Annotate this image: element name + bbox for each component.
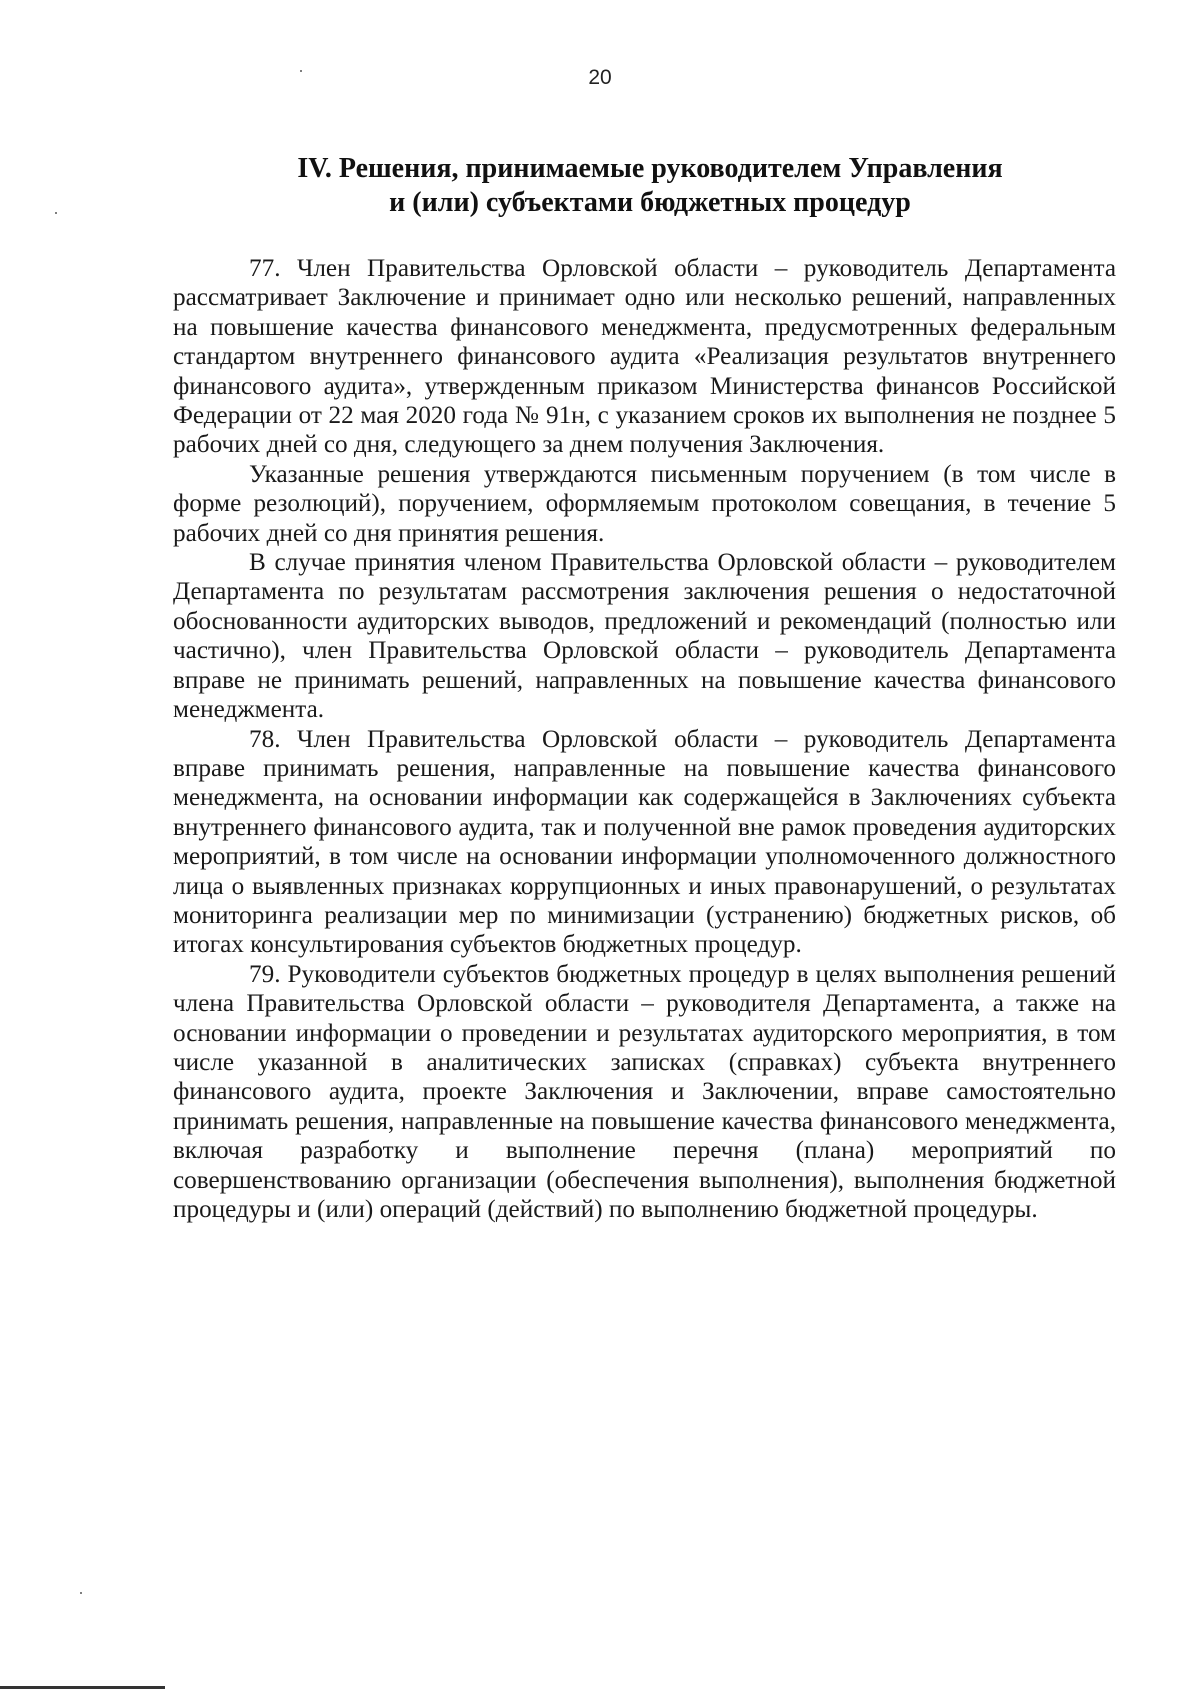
document-body <box>173 254 1116 1224</box>
paragraph-79: 79. Руководители субъектов бюджетных процедур в целях выполнения решений члена Правительства Орловской области – руководителя Департамента, а также на основании информации о проведении и результатах аудиторского мероприятия, в том числе указанной в аналитических записках (справках) субъекта внутреннего финансового аудита, проекте Заключения и Заключении, вправе самостоятельно принимать решения, направленные на повышение качества финансового менеджмента, включая разработку и выполнение перечня (плана) мероприятий по совершенствованию организации (обеспечения выполнения), выполнения бюджетной процедуры и (или) операций (действий) по выполнению бюджетной процедуры. <box>173 960 1116 1223</box>
scan-speck <box>80 1592 82 1594</box>
section-heading <box>240 152 1060 220</box>
paragraph-78: 78. Член Правительства Орловской области – руководитель Департамента вправе принимать решения, направленные на повышение качества финансового менеджмента, на основании информации как содержащейся в Заключениях субъекта внутреннего финансового аудита, так и полученной вне рамок проведения аудиторских мероприятий, в том числе на основании информации уполномоченного должностного лица о выявленных признаках коррупционных и иных правонарушений, о результатах мониторинга реализации мер по минимизации (устранению) бюджетных рисков, об итогах консультирования субъектов бюджетных процедур. <box>173 725 1116 959</box>
section-heading-line-2: и (или) субъектами бюджетных процедур <box>389 187 911 218</box>
scan-speck <box>300 70 302 72</box>
scan-edge-line <box>0 1686 165 1689</box>
scan-speck <box>55 212 57 214</box>
paragraph-77-exception: В случае принятия членом Правительства Орловской области – руководителем Департамента по результатам рассмотрения заключения решения о недостаточной обоснованности аудиторских выводов, предложений и рекомендаций (полностью или частично), член Правительства Орловской области – руководитель Департамента вправе не принимать решений, направленных на повышение качества финансового менеджмента. <box>173 549 1116 724</box>
page-number: 20 <box>588 66 612 89</box>
paragraph-77-instructions: Указанные решения утверждаются письменным поручением (в том числе в форме резолюций), поручением, оформляемым протоколом совещания, в течение 5 рабочих дней со дня принятия решения. <box>173 460 1116 547</box>
paragraph-77: 77. Член Правительства Орловской области – руководитель Департамента рассматривает Заключение и принимает одно или несколько решений, направленных на повышение качества финансового менеджмента, предусмотренных федеральным стандартом внутреннего финансового аудита «Реализация результатов внутреннего финансового аудита», утвержденным приказом Министерства финансов Российской Федерации от 22 мая 2020 года № 91н, с указанием сроков их выполнения не позднее 5 рабочих дней со дня, следующего за днем получения Заключения. <box>173 255 1116 459</box>
section-heading-line-1: IV. Решения, принимаемые руководителем Управления <box>297 153 1003 184</box>
